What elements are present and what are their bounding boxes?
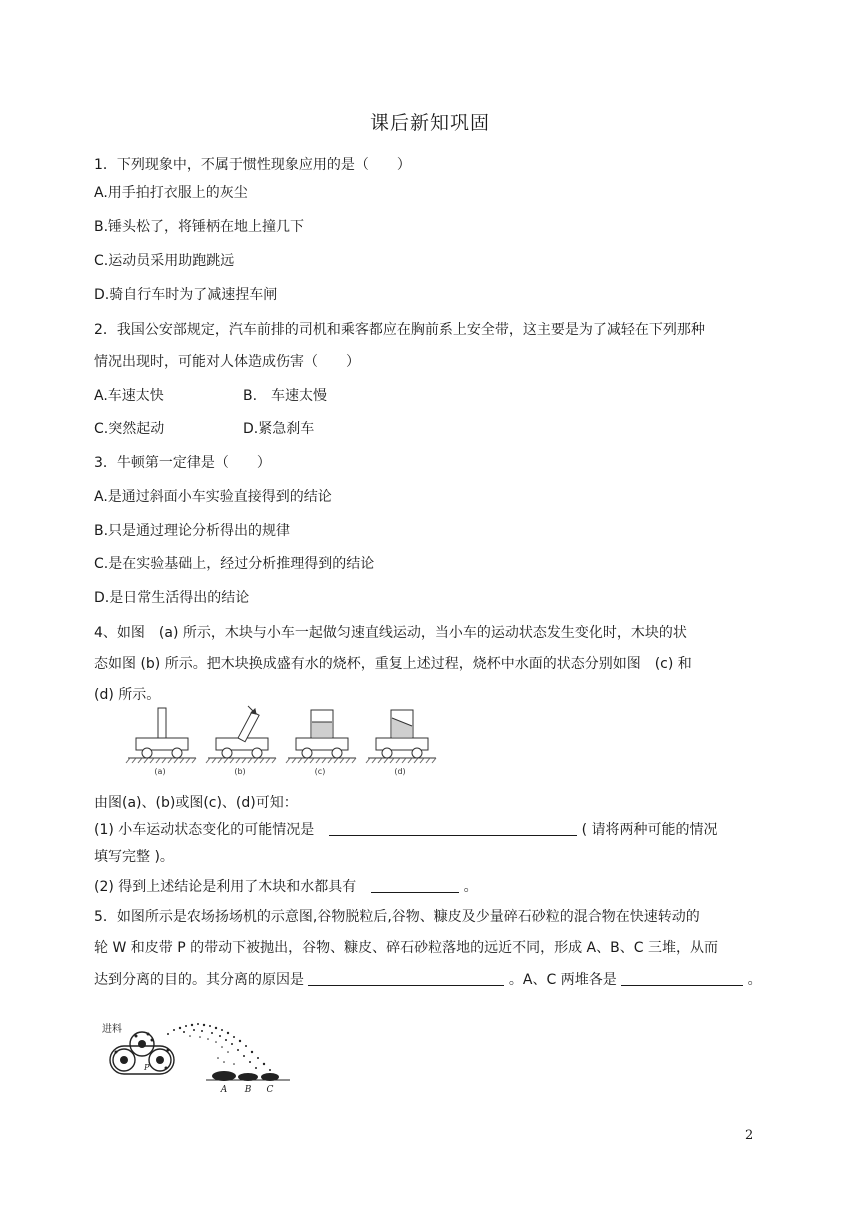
q3-option-b: B.只是通过理论分析得出的规律	[94, 523, 291, 539]
q5-stem-line3-c: 。	[747, 972, 762, 988]
q2-option-b: B. 车速太慢	[243, 388, 328, 404]
q2-stem-line2: 情况出现时，可能对人体造成伤害（ ）	[94, 354, 360, 370]
q5-piles-answer-blank[interactable]	[621, 971, 743, 986]
figure-a	[126, 708, 196, 763]
q2-option-a: A.车速太快	[94, 388, 164, 404]
q4-part2	[94, 876, 478, 896]
q3-option-d: D.是日常生活得出的结论	[94, 590, 250, 606]
q4-part2-tail: 。	[463, 879, 478, 895]
q1-option-c: C.运动员采用助跑跳远	[94, 253, 235, 269]
q3-stem: 3．牛顿第一定律是（ ）	[94, 455, 271, 471]
q1-option-a: A.用手拍打衣服上的灰尘	[94, 185, 248, 201]
q3-option-a: A.是通过斜面小车实验直接得到的结论	[94, 489, 332, 505]
q4-stem-line3: (d) 所示。	[94, 687, 161, 703]
q5-figure-label-a: A	[220, 1085, 228, 1094]
q5-reason-answer-blank[interactable]	[308, 971, 504, 986]
q1-option-d: D.骑自行车时为了减速捏车闸	[94, 287, 278, 303]
q4-part2-text: (2) 得到上述结论是利用了木块和水都具有	[94, 879, 357, 895]
q5-figure-feed-label: 进料	[102, 1024, 122, 1035]
q4-part1	[94, 819, 718, 839]
q5-stem-line3	[94, 969, 762, 989]
q5-figure-label-p: P	[144, 1063, 150, 1072]
q4-part1-line2: 填写完整 )。	[94, 849, 174, 865]
q1-option-b: B.锤头松了，将锤柄在地上撞几下	[94, 219, 305, 235]
figure-c	[286, 710, 356, 763]
q3-option-c: C.是在实验基础上，经过分析推理得到的结论	[94, 556, 375, 572]
q5-winnower-figure	[98, 1020, 308, 1094]
q5-stem-line1: 5．如图所示是农场扬场机的示意图,谷物脱粒后,谷物、糠皮及少量碎石砂粒的混合物在快速转动的	[94, 909, 700, 925]
q2-option-c: C.突然起动	[94, 421, 165, 437]
page-title: 课后新知巩固	[369, 112, 490, 134]
q5-figure-label-b: B	[244, 1085, 252, 1094]
q4-part1-text: (1) 小车运动状态变化的可能情况是	[94, 822, 315, 838]
q4-stem-line2: 态如图 (b) 所示。把木块换成盛有水的烧杯，重复上述过程，烧杯中水面的状态分别如图 (c) 和	[94, 656, 692, 672]
figure-d-label: (d)	[394, 767, 406, 776]
q4-stem-line1: 4、如图 (a) 所示，木块与小车一起做匀速直线运动，当小车的运动状态发生变化时，木块的状	[94, 625, 687, 641]
q5-figure-label-c: C	[266, 1085, 274, 1094]
figure-c-label: (c)	[314, 767, 326, 776]
figure-a-label: (a)	[154, 767, 166, 776]
q4-part1-answer-blank[interactable]	[329, 821, 577, 836]
q4-part2-answer-blank[interactable]	[371, 878, 459, 893]
q5-stem-line3-a: 达到分离的目的。其分离的原因是	[94, 972, 304, 988]
q4-lead: 由图(a)、(b)或图(c)、(d)可知：	[94, 795, 298, 811]
q1-stem: 1．下列现象中，不属于惯性现象应用的是（ ）	[94, 157, 411, 173]
q4-part1-tail: ( 请将两种可能的情况	[581, 822, 718, 838]
q2-option-d: D.紧急刹车	[243, 421, 315, 437]
page-number: 2	[745, 1128, 754, 1143]
q2-stem-line1: 2．我国公安部规定，汽车前排的司机和乘客都应在胸前系上安全带，这主要是为了减轻在下列那种	[94, 322, 705, 338]
figure-b-label: (b)	[234, 767, 246, 776]
q5-stem-line2: 轮 W 和皮带 P 的带动下被抛出，谷物、糠皮、碎石砂粒落地的远近不同，形成 A、B、C 三堆，从而	[94, 940, 718, 956]
q5-stem-line3-b: 。A、C 两堆各是	[508, 972, 617, 988]
figure-b	[206, 706, 276, 763]
q4-cart-figure	[120, 700, 440, 780]
figure-d	[366, 710, 436, 763]
